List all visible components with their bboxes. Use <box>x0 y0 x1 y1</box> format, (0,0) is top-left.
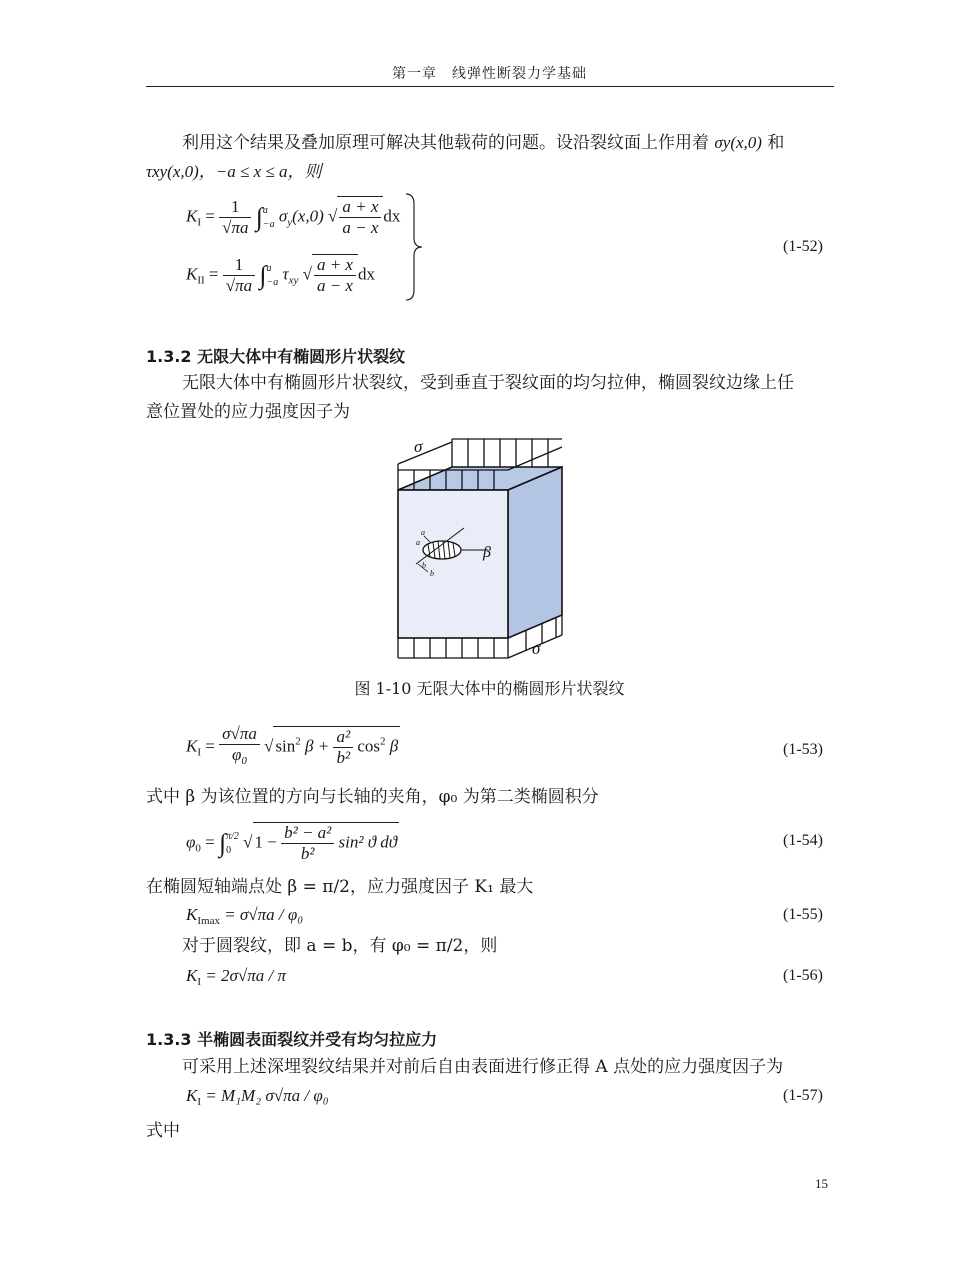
eq52-k1-dx: dx <box>383 206 401 226</box>
eq52-k1-coef <box>219 197 251 238</box>
equation-number-1-52: (1-52) <box>783 238 823 255</box>
eq52-k2-lim-up: a <box>266 262 272 274</box>
box-front-face <box>398 490 508 638</box>
eq53-beta-plus: β + <box>305 736 330 756</box>
eq54-lhs: φ <box>186 832 196 852</box>
integral-sign: ∫ <box>255 202 263 232</box>
para1-end: 和 <box>767 133 785 153</box>
equation-1-57 <box>186 1086 329 1108</box>
eq52-k1-arg: (x,0) <box>292 206 324 226</box>
eq52-k2-ratio-num: a + x <box>314 255 356 276</box>
para1-text: 利用这个结果及叠加原理可解决其他载荷的问题。设沿裂纹面上作用着 <box>182 133 709 153</box>
eq56-lhs-sub: I <box>197 976 202 988</box>
equation-number-1-53: (1-53) <box>783 741 823 758</box>
paragraph-2-line-1: 无限大体中有椭圆形片状裂纹，受到垂直于裂纹面的均匀拉伸，椭圆裂纹边缘上任 <box>182 373 794 393</box>
eq52-k1-coef-num: 1 <box>219 197 251 218</box>
running-header: 第一章 线弹性断裂力学基础 <box>392 66 587 82</box>
eq52-k1-ratio <box>339 197 381 238</box>
eq52-k2-lhs: K <box>186 264 198 284</box>
eq53-lhs: K <box>186 736 198 756</box>
eq54-lim-lo: 0 <box>226 844 232 856</box>
equation-1-53: $K_I$ = $\frac{\sigma√\pi a}{\varphi_0}$ √ $\sin^2 \beta$ + $\frac{\text{a²}}{\text{b²}}$ $\cos^2 \beta$ <box>186 724 400 771</box>
eq53-inner-den: b² <box>336 748 351 767</box>
eq54-fraction <box>281 823 334 864</box>
eq52-k2-coef-den: √πa <box>225 276 253 295</box>
eq52-k1-sigma: σ <box>278 206 288 226</box>
equation-number-1-57: (1-57) <box>783 1087 823 1104</box>
eq52-k2-dx: dx <box>357 264 375 284</box>
eq57-lhs-sub: I <box>197 1096 202 1108</box>
paragraph-3: 式中 β 为该位置的方向与长轴的夹角，φ₀ 为第二类椭圆积分 <box>146 787 599 807</box>
eq53-lhs-sub: I <box>197 746 202 759</box>
eq53-cos: cos <box>357 736 381 756</box>
eq53-fraction <box>219 724 260 771</box>
paragraph-4: 在椭圆短轴端点处 β = π/2，应力强度因子 K₁ 最大 <box>146 877 534 897</box>
eq52-k1-coef-den: √πa <box>222 218 249 237</box>
sigma-bottom-label: σ <box>532 639 541 658</box>
eq54-tail: sin² ϑ dϑ <box>338 832 398 852</box>
eq53-inner-frac <box>333 727 353 768</box>
eq52-k1-ratio-den: a − x <box>342 218 379 237</box>
equation-1-52-k1: $K_I$ = $\frac{1}{√\pi a}$ ∫ a −a $\sigma_y(x,0)$ √ $\frac{a + x}{a - x}$ dx <box>186 197 401 237</box>
figure-caption: 图 1-10 无限大体中的椭圆形片状裂纹 <box>354 679 625 698</box>
equation-1-56 <box>186 966 286 988</box>
eq53-inner-num: a² <box>333 727 353 748</box>
eq55-lhs-sub: Imax <box>197 915 220 927</box>
eq52-k2-coef-num: 1 <box>223 255 255 276</box>
eq54-lim-up: π/2 <box>226 830 239 842</box>
eq52-k1-ratio-num: a + x <box>339 197 381 218</box>
eq54-num: b² − a² <box>281 823 334 844</box>
paragraph-5: 对于圆裂纹，即 a = b，有 φ₀ = π/2，则 <box>182 936 498 956</box>
equation-1-54: $\varphi_0$ = ∫ π/2 0 √ 1 − $\frac{\text{b² − a²}}{\text{b²}}$ sin² ϑ dϑ <box>186 823 398 863</box>
eq53-den-sub: 0 <box>241 755 247 767</box>
eq53-beta: β <box>389 736 399 756</box>
eq53-sin: sin <box>275 736 296 756</box>
eq52-k1-sigma-sub: y <box>287 216 293 229</box>
eq52-k1-lim-lo: −a <box>262 218 275 230</box>
right-brace <box>404 192 424 302</box>
para1-math: σy(x,0) <box>714 133 762 152</box>
eq55-rhs: = σ√πa / φ₀ <box>224 905 304 924</box>
section-heading-1-3-3: 1.3.3 半椭圆表面裂纹并受有均匀拉应力 <box>146 1030 438 1049</box>
section-heading-1-3-2: 1.3.2 无限大体中有椭圆形片状裂纹 <box>146 347 406 366</box>
equation-number-1-54: (1-54) <box>783 832 823 849</box>
a-label-1: a <box>421 528 425 537</box>
eq52-k2-lim-lo: −a <box>266 276 279 288</box>
equation-number-1-56: (1-56) <box>783 967 823 984</box>
b-label-1: b <box>422 561 426 570</box>
eq54-limits <box>226 830 239 858</box>
eq53-num: σ√πa <box>219 724 260 745</box>
eq53-den-phi: φ <box>232 745 242 764</box>
eq52-k2-ratio-den: a − x <box>316 276 353 295</box>
eq52-k2-coef <box>223 255 255 296</box>
eq54-one-minus: 1 − <box>254 832 277 852</box>
eq52-k1-lhs: K <box>186 206 198 226</box>
b-label-2: b <box>430 569 434 578</box>
eq52-k2-tau-sub: xy <box>288 274 299 287</box>
eq52-k1-limits <box>263 204 275 232</box>
eq54-radical <box>253 822 400 864</box>
paragraph-6: 可采用上述深埋裂纹结果并对前后自由表面进行修正得 A 点处的应力强度因子为 <box>182 1057 784 1077</box>
header-rule <box>146 86 834 87</box>
beta-label: β <box>483 544 491 561</box>
eq54-den: b² <box>300 844 315 863</box>
eq52-k2-ratio <box>314 255 356 296</box>
eq54-lhs-sub: 0 <box>195 842 201 855</box>
eq57-lhs: K <box>186 1086 198 1105</box>
eq55-lhs: K <box>186 905 198 924</box>
paragraph-2-line-2: 意位置处的应力强度因子为 <box>146 402 350 422</box>
equation-number-1-55: (1-55) <box>783 906 823 923</box>
eq52-k2-sub: II <box>197 274 205 287</box>
eq52-k2-limits <box>267 262 279 290</box>
eq57-rhs: = M₁M₂ σ√πa / φ₀ <box>205 1086 329 1105</box>
eq56-rhs: = 2σ√πa / π <box>205 966 286 985</box>
page-number: 15 <box>815 1176 828 1191</box>
eq53-radical: $\sin^2 \beta$ + $\frac{\text{a²}}{\text{b²}}$ $\cos^2 \beta$ <box>275 727 399 767</box>
paragraph-7: 式中 <box>146 1121 180 1141</box>
eq56-lhs: K <box>186 966 198 985</box>
paragraph-1-line-2: τxy(x,0)，−a ≤ x ≤ a，则 <box>146 162 322 181</box>
integral-sign: ∫ <box>259 260 267 290</box>
equation-1-55 <box>186 905 303 927</box>
a-label-2: a <box>416 538 420 547</box>
eq52-k1-lim-up: a <box>262 204 268 216</box>
eq53-den <box>219 745 260 771</box>
eq52-k2-tau: τ <box>282 264 289 284</box>
eq52-k1-sub: I <box>197 216 202 229</box>
integral-sign: ∫ <box>219 828 227 858</box>
sigma-top-label: σ <box>414 437 423 456</box>
box-side-face <box>508 467 562 638</box>
figure-1-10 <box>380 432 590 666</box>
equation-1-52-k2: $K_{II}$ = $\frac{1}{√\pi a}$ ∫ a −a $\tau_{xy}$ √ $\frac{a + x}{a - x}$ dx <box>186 255 375 295</box>
paragraph-1-line-1 <box>182 131 784 155</box>
top-load-lines <box>452 439 562 467</box>
